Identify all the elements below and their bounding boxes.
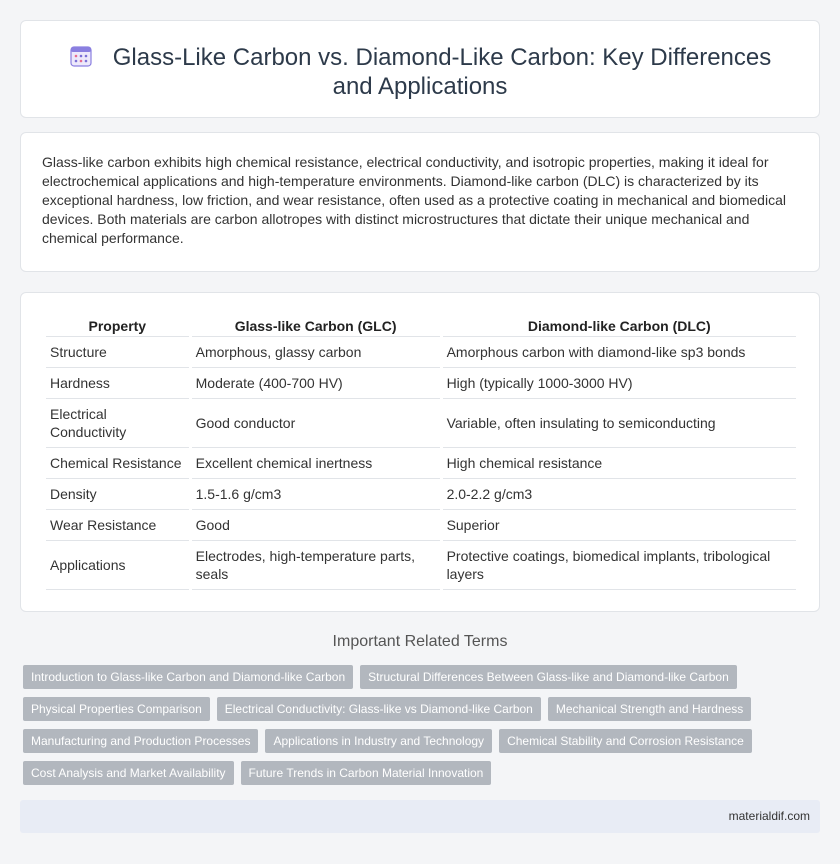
header-dlc: Diamond-like Carbon (DLC)	[443, 315, 796, 337]
cell-glc: Moderate (400-700 HV)	[192, 368, 440, 399]
table-row	[46, 541, 796, 590]
comparison-table	[43, 315, 799, 590]
tag-row	[23, 665, 823, 689]
footer-bar	[20, 800, 820, 833]
intro-paragraph: Glass-like carbon exhibits high chemical resistance, electrical conductivity, and isotropic properties, making it ideal for electrochemical applications and high-temperature environments. Diamond-like carbon (DLC) is characterized by its exceptional hardness, low friction, and wear resistance, often used as a protective coating in mechanical and biomedical devices. Both materials are carbon allotropes with distinct microstructures that dictate their unique mechanical and chemical performance.	[42, 154, 786, 246]
table-row	[46, 399, 796, 448]
table-row	[46, 479, 796, 510]
cell-property: Hardness	[46, 368, 189, 399]
table-header-row	[46, 315, 796, 337]
footer-site-link[interactable]: materialdif.com	[728, 809, 810, 823]
related-term-tag[interactable]: Chemical Stability and Corrosion Resistance	[499, 729, 752, 753]
header-glc: Glass-like Carbon (GLC)	[192, 315, 440, 337]
cell-glc: 1.5-1.6 g/cm3	[192, 479, 440, 510]
calendar-grid-icon	[69, 44, 93, 68]
cell-dlc: High (typically 1000-3000 HV)	[443, 368, 796, 399]
header-property: Property	[46, 315, 189, 337]
related-term-tag[interactable]: Physical Properties Comparison	[23, 697, 210, 721]
tag-row	[23, 761, 823, 785]
related-terms-list	[23, 665, 823, 793]
table-row	[46, 368, 796, 399]
related-term-tag[interactable]: Cost Analysis and Market Availability	[23, 761, 234, 785]
cell-glc: Good	[192, 510, 440, 541]
table-row	[46, 448, 796, 479]
cell-property: Structure	[46, 337, 189, 368]
cell-glc: Good conductor	[192, 399, 440, 448]
cell-property: Electrical Conductivity	[46, 399, 189, 448]
cell-dlc: 2.0-2.2 g/cm3	[443, 479, 796, 510]
cell-glc: Excellent chemical inertness	[192, 448, 440, 479]
cell-property: Wear Resistance	[46, 510, 189, 541]
cell-dlc: Amorphous carbon with diamond-like sp3 bonds	[443, 337, 796, 368]
tag-row	[23, 697, 823, 721]
page-title: Glass-Like Carbon vs. Diamond-Like Carbon: Key Differences and Applications	[112, 44, 772, 100]
table-row	[46, 337, 796, 368]
cell-dlc: Variable, often insulating to semiconducting	[443, 399, 796, 448]
cell-property: Density	[46, 479, 189, 510]
comparison-card	[20, 292, 820, 612]
related-term-tag[interactable]: Structural Differences Between Glass-like and Diamond-like Carbon	[360, 665, 737, 689]
table-row	[46, 510, 796, 541]
tag-row	[23, 729, 823, 753]
cell-dlc: High chemical resistance	[443, 448, 796, 479]
title-card	[20, 20, 820, 118]
related-term-tag[interactable]: Electrical Conductivity: Glass-like vs Diamond-like Carbon	[217, 697, 541, 721]
related-terms-heading: Important Related Terms	[332, 633, 508, 650]
cell-glc: Electrodes, high-temperature parts, seals	[192, 541, 440, 590]
related-term-tag[interactable]: Mechanical Strength and Hardness	[548, 697, 751, 721]
related-term-tag[interactable]: Manufacturing and Production Processes	[23, 729, 258, 753]
cell-glc: Amorphous, glassy carbon	[192, 337, 440, 368]
related-term-tag[interactable]: Introduction to Glass-like Carbon and Diamond-like Carbon	[23, 665, 353, 689]
cell-property: Applications	[46, 541, 189, 590]
related-term-tag[interactable]: Applications in Industry and Technology	[265, 729, 492, 753]
cell-dlc: Protective coatings, biomedical implants, tribological layers	[443, 541, 796, 590]
page-title-wrap	[21, 43, 819, 101]
cell-dlc: Superior	[443, 510, 796, 541]
cell-property: Chemical Resistance	[46, 448, 189, 479]
intro-card	[20, 132, 820, 272]
related-term-tag[interactable]: Future Trends in Carbon Material Innovation	[241, 761, 492, 785]
